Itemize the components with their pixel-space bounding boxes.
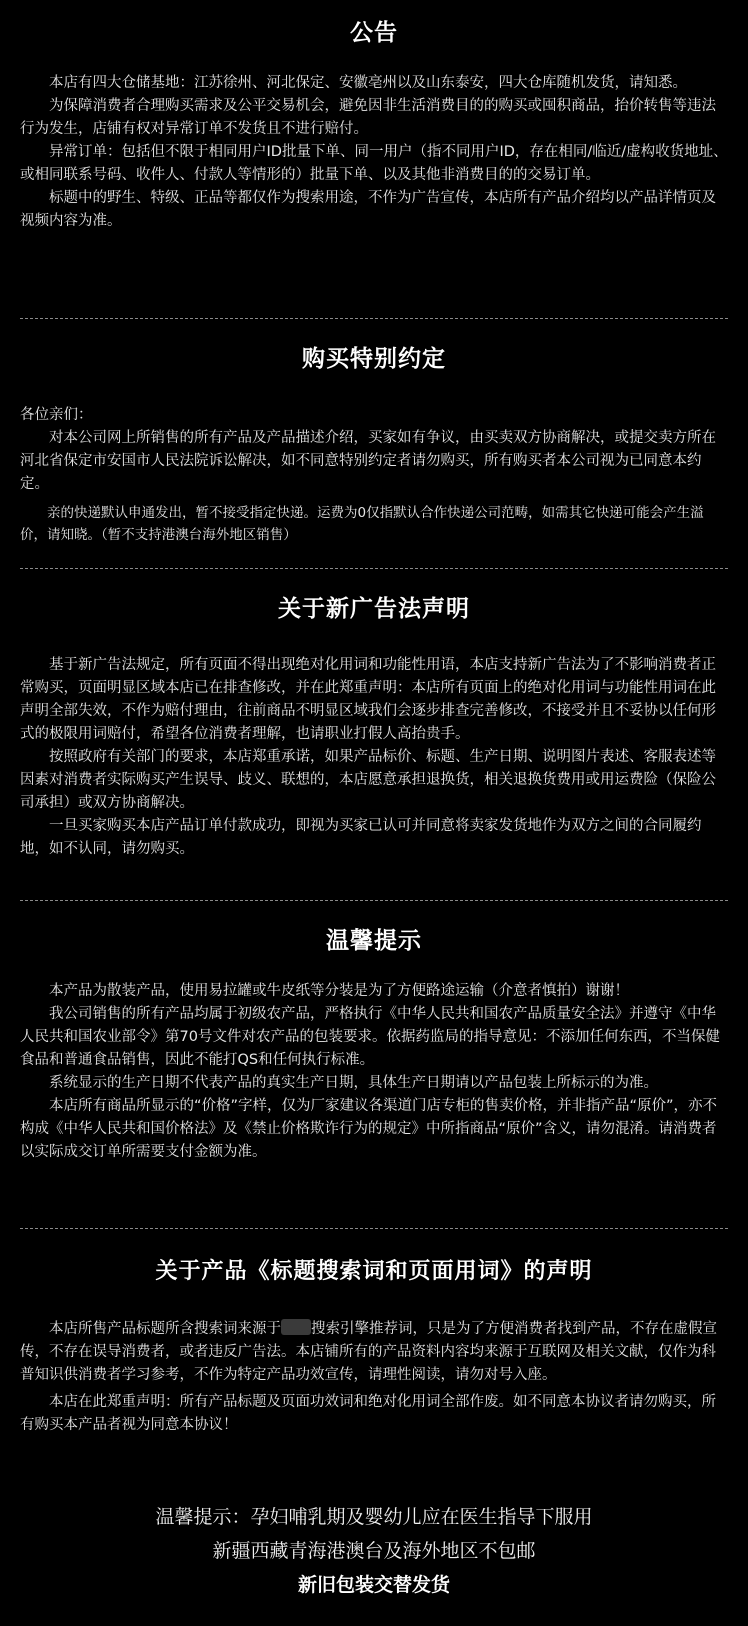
announcement-section xyxy=(20,14,728,47)
special-terms-body xyxy=(20,404,728,546)
tips-paragraph: 本店所有商品所显示的“价格”字样，仅为厂家建议各渠道门店专柜的售卖价格，并非指产品“原价”，亦不构成《中华人民共和国价格法》及《禁止价格欺诈行为的规定》中所指商品“原价”含义，请勿混淆。请消费者以实际成交订单所需要支付金额为准。 xyxy=(20,1098,718,1160)
section-divider xyxy=(20,318,728,319)
keywords-text-after: 搜索引擎推荐词，只是为了方便消费者找到产品，不存在虚假宣传，不存在误导消费者，或者违反广告法。本店铺所有的产品资料内容均来源于互联网及相关文献，仅作为科普知识供消费者学习参考，不作为特定产品功效宣传，请理性阅读，请勿对号入座。 xyxy=(20,1321,717,1383)
redacted-mask xyxy=(281,1319,311,1335)
keywords-text-before: 本店所售产品标题所含搜索词来源于 xyxy=(49,1321,281,1337)
section-divider xyxy=(20,900,728,901)
ad-law-body xyxy=(20,654,728,861)
announcement-body xyxy=(20,72,728,233)
special-terms-paragraph: 亲的快递默认申通发出，暂不接受指定快递。运费为0仅指默认合作快递公司范畴，如需其它快递可能会产生溢价，请知晓。（暂不支持港澳台海外地区销售） xyxy=(20,505,704,543)
ad-law-paragraph: 基于新广告法规定，所有页面不得出现绝对化用词和功能性用语，本店支持新广告法为了不影响消费者正常购买，页面明显区域本店已在排查修改，并在此郑重声明：本店所有页面上的绝对化用词与功能性用词在此声明全部失效，不作为赔付理由，往前商品不明显区域我们会逐步排查完善修改，不接受并且不妥协以任何形式的极限用词赔付，希望各位消费者理解，也请职业打假人高抬贵手。 xyxy=(20,657,716,742)
announcement-paragraph: 为保障消费者合理购买需求及公平交易机会，避免因非生活消费目的的购买或囤积商品，抬价转售等违法行为发生，店铺有权对异常订单不发货且不进行赔付。 xyxy=(20,98,716,137)
special-terms-title: 购买特别约定 xyxy=(302,346,446,372)
ad-law-section xyxy=(20,590,728,623)
keywords-title: 关于产品《标题搜索词和页面用词》的声明 xyxy=(155,1259,593,1284)
footer-line: 新疆西藏青海港澳台及海外地区不包邮 xyxy=(212,1540,536,1562)
ad-law-paragraph: 一旦买家购买本店产品订单付款成功，即视为买家已认可并同意将卖家发货地作为双方之间的合同履约地，如不认同，请勿购买。 xyxy=(20,818,702,857)
keywords-section xyxy=(20,1254,728,1285)
announcement-paragraph: 异常订单：包括但不限于相同用户ID批量下单、同一用户（指不同用户ID，存在相同/临近/虚构收货地址、或相同联系号码、收件人、付款人等情形的）批量下单、以及其他非消费目的的交易订单。 xyxy=(20,144,728,183)
tips-paragraph: 系统显示的生产日期不代表产品的真实生产日期，具体生产日期请以产品包装上所标示的为准。 xyxy=(49,1075,658,1091)
tips-body xyxy=(20,980,728,1164)
announcement-paragraph: 标题中的野生、特级、正品等都仅作为搜索用途，不作为广告宣传，本店所有产品介绍均以产品详情页及视频内容为准。 xyxy=(20,190,716,229)
footer-notes xyxy=(20,1500,728,1602)
ad-law-paragraph: 按照政府有关部门的要求，本店郑重承诺，如果产品标价、标题、生产日期、说明图片表述、客服表述等因素对消费者实际购买产生误导、歧义、联想的，本店愿意承担退换货，相关退换货费用或用运费险（保险公司承担）或双方协商解决。 xyxy=(20,749,716,811)
tips-paragraph: 本产品为散装产品，使用易拉罐或牛皮纸等分装是为了方便路途运输（介意者慎拍）谢谢！ xyxy=(49,983,629,999)
tips-title: 温馨提示 xyxy=(326,928,422,954)
section-divider xyxy=(20,568,728,569)
footer-line: 新旧包装交替发货 xyxy=(297,1574,450,1596)
footer-line: 温馨提示：孕妇哺乳期及婴幼儿应在医生指导下服用 xyxy=(155,1506,593,1528)
greeting-text: 各位亲们： xyxy=(20,407,93,423)
special-terms-paragraph: 对本公司网上所销售的所有产品及产品描述介绍，买家如有争议，由买卖双方协商解决，或提交卖方所在河北省保定市安国市人民法院诉讼解决，如不同意特别约定者请勿购买，所有购买者本公司视为已同意本约定。 xyxy=(20,430,716,492)
special-terms-section xyxy=(20,340,728,373)
keywords-paragraph xyxy=(20,1318,728,1387)
ad-law-title: 关于新广告法声明 xyxy=(278,596,470,622)
keywords-body xyxy=(20,1318,728,1437)
announcement-title: 公告 xyxy=(350,20,398,46)
tips-paragraph: 我公司销售的所有产品均属于初级农产品，严格执行《中华人民共和国农产品质量安全法》并遵守《中华人民共和国农业部令》第70号文件对农产品的包装要求。依据药监局的指导意见：不添加任何东西，不当保健食品和普通食品销售，因此不能打QS和任何执行标准。 xyxy=(20,1006,720,1068)
keywords-paragraph: 本店在此郑重声明：所有产品标题及页面功效词和绝对化用词全部作废。如不同意本协议者请勿购买，所有购买本产品者视为同意本协议！ xyxy=(20,1394,716,1433)
tips-section xyxy=(20,922,728,955)
section-divider xyxy=(20,1228,728,1229)
announcement-paragraph: 本店有四大仓储基地：江苏徐州、河北保定、安徽亳州以及山东泰安，四大仓库随机发货，请知悉。 xyxy=(49,75,687,91)
